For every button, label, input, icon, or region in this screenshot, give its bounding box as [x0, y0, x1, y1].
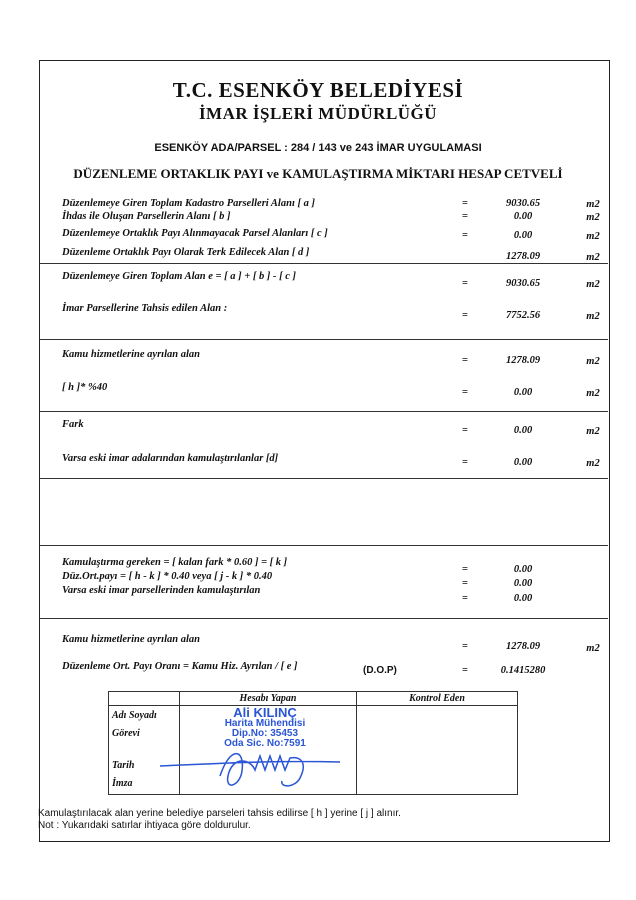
row-fark-value: 0.00 [513, 425, 533, 436]
row-old-parcels-eq: = [462, 593, 468, 604]
row-public2-unit: m2 [586, 643, 600, 654]
stamp-oda: Oda Sic. No:7591 [224, 738, 306, 749]
row-old-blocks-eq: = [462, 457, 468, 468]
row-c-unit: m2 [586, 231, 600, 242]
row-h40-unit: m2 [586, 388, 600, 399]
sig-label-date: Tarih [112, 760, 135, 771]
divider [40, 411, 608, 412]
row-public-unit: m2 [586, 356, 600, 367]
row-public-eq: = [462, 355, 468, 366]
row-fark-label: Fark [62, 419, 84, 430]
row-h40-label: [ h ]* %40 [62, 382, 108, 393]
row-allocated-label: İmar Parsellerine Tahsis edilen Alan : [62, 303, 228, 314]
sig-header-prepared: Hesabı Yapan [180, 692, 357, 706]
row-h40-eq: = [462, 387, 468, 398]
sig-label-title: Görevi [112, 728, 140, 739]
stamp-dip: Dip.No: 35453 [231, 728, 299, 739]
row-b-value: 0.00 [513, 211, 533, 222]
row-e-unit: m2 [586, 279, 600, 290]
row-k-label: Kamulaştırma gereken = [ kalan fark * 0.60 ] = [ k ] [62, 557, 288, 568]
row-a-value: 9030.65 [505, 198, 541, 209]
signature-scribble [150, 736, 390, 796]
municipality-title: T.C. ESENKÖY BELEDİYESİ [172, 78, 464, 102]
row-k-eq: = [462, 564, 468, 575]
row-b-eq: = [462, 211, 468, 222]
project-line: ESENKÖY ADA/PARSEL : 284 / 143 ve 243 İMAR UYGULAMASI [154, 142, 482, 154]
sig-header-checked: Kontrol Eden [357, 692, 518, 706]
row-allocated-unit: m2 [586, 311, 600, 322]
row-k-value: 0.00 [513, 564, 533, 575]
row-e-label: Düzenlemeye Giren Toplam Alan e = [ a ] + [ b ] - [ c ] [62, 271, 296, 282]
row-d-label: Düzenleme Ortaklık Payı Olarak Terk Edilecek Alan [ d ] [62, 247, 310, 258]
row-ratio-label: Düzenleme Ort. Payı Oranı = Kamu Hiz. Ayrılan / [ e ] [62, 661, 298, 672]
row-old-parcels-label: Varsa eski imar parsellerinden kamulaştırılan [62, 585, 261, 596]
row-public-value: 1278.09 [505, 355, 541, 366]
table-title: DÜZENLEME ORTAKLIK PAYI ve KAMULAŞTIRMA MİKTARI HESAP CETVELİ [73, 166, 563, 181]
note-line-2: Not : Yukarıdaki satırlar ihtiyaca göre doldurulur. [38, 820, 251, 831]
row-fark-eq: = [462, 425, 468, 436]
row-fark-unit: m2 [586, 426, 600, 437]
note-line-1: Kamulaştırılacak alan yerine belediye parseleri tahsis edilirse [ h ] yerine [ j ] alınır. [38, 808, 401, 819]
row-h40-value: 0.00 [513, 387, 533, 398]
row-ratio-value: 0.1415280 [500, 665, 546, 676]
divider [40, 478, 608, 479]
row-old-blocks-label: Varsa eski imar adalarından kamulaştırılanlar [d] [62, 453, 279, 464]
row-e-value: 9030.65 [505, 278, 541, 289]
row-public2-value: 1278.09 [505, 641, 541, 652]
row-dop-formula-label: Düz.Ort.payı = [ h - k ] * 0.40 veya [ j - k ] * 0.40 [62, 571, 273, 582]
row-a-label: Düzenlemeye Giren Toplam Kadastro Parselleri Alanı [ a ] [62, 198, 315, 209]
row-c-label: Düzenlemeye Ortaklık Payı Alınmayacak Parsel Alanları [ c ] [62, 228, 328, 239]
sig-label-name: Adı Soyadı [112, 710, 157, 721]
divider [40, 339, 608, 340]
row-old-blocks-unit: m2 [586, 458, 600, 469]
row-e-eq: = [462, 278, 468, 289]
sig-header-empty [109, 692, 180, 706]
row-a-eq: = [462, 198, 468, 209]
divider [40, 263, 608, 264]
divider [40, 618, 608, 619]
row-dop-formula-eq: = [462, 578, 468, 589]
row-d-unit: m2 [586, 252, 600, 263]
row-allocated-eq: = [462, 310, 468, 321]
row-dop-formula-value: 0.00 [513, 578, 533, 589]
dop-tag: (D.O.P) [363, 665, 397, 676]
divider [40, 545, 608, 546]
row-d-value: 1278.09 [505, 251, 541, 262]
stamp-title: Harita Mühendisi [224, 718, 306, 729]
row-public2-eq: = [462, 641, 468, 652]
row-b-unit: m2 [586, 212, 600, 223]
sig-label-signature: İmza [112, 778, 133, 789]
row-old-blocks-value: 0.00 [513, 457, 533, 468]
row-allocated-value: 7752.56 [505, 310, 541, 321]
row-a-unit: m2 [586, 199, 600, 210]
row-public-label: Kamu hizmetlerine ayrılan alan [62, 349, 200, 360]
row-ratio-eq: = [462, 665, 468, 676]
row-c-eq: = [462, 230, 468, 241]
stamp-name: Ali KILINÇ [233, 705, 297, 720]
row-old-parcels-value: 0.00 [513, 593, 533, 604]
row-public2-label: Kamu hizmetlerine ayrılan alan [62, 634, 200, 645]
department-title: İMAR İŞLERİ MÜDÜRLÜĞÜ [198, 104, 438, 123]
row-b-label: İhdas ile Oluşan Parsellerin Alanı [ b ] [62, 211, 231, 222]
row-c-value: 0.00 [513, 230, 533, 241]
